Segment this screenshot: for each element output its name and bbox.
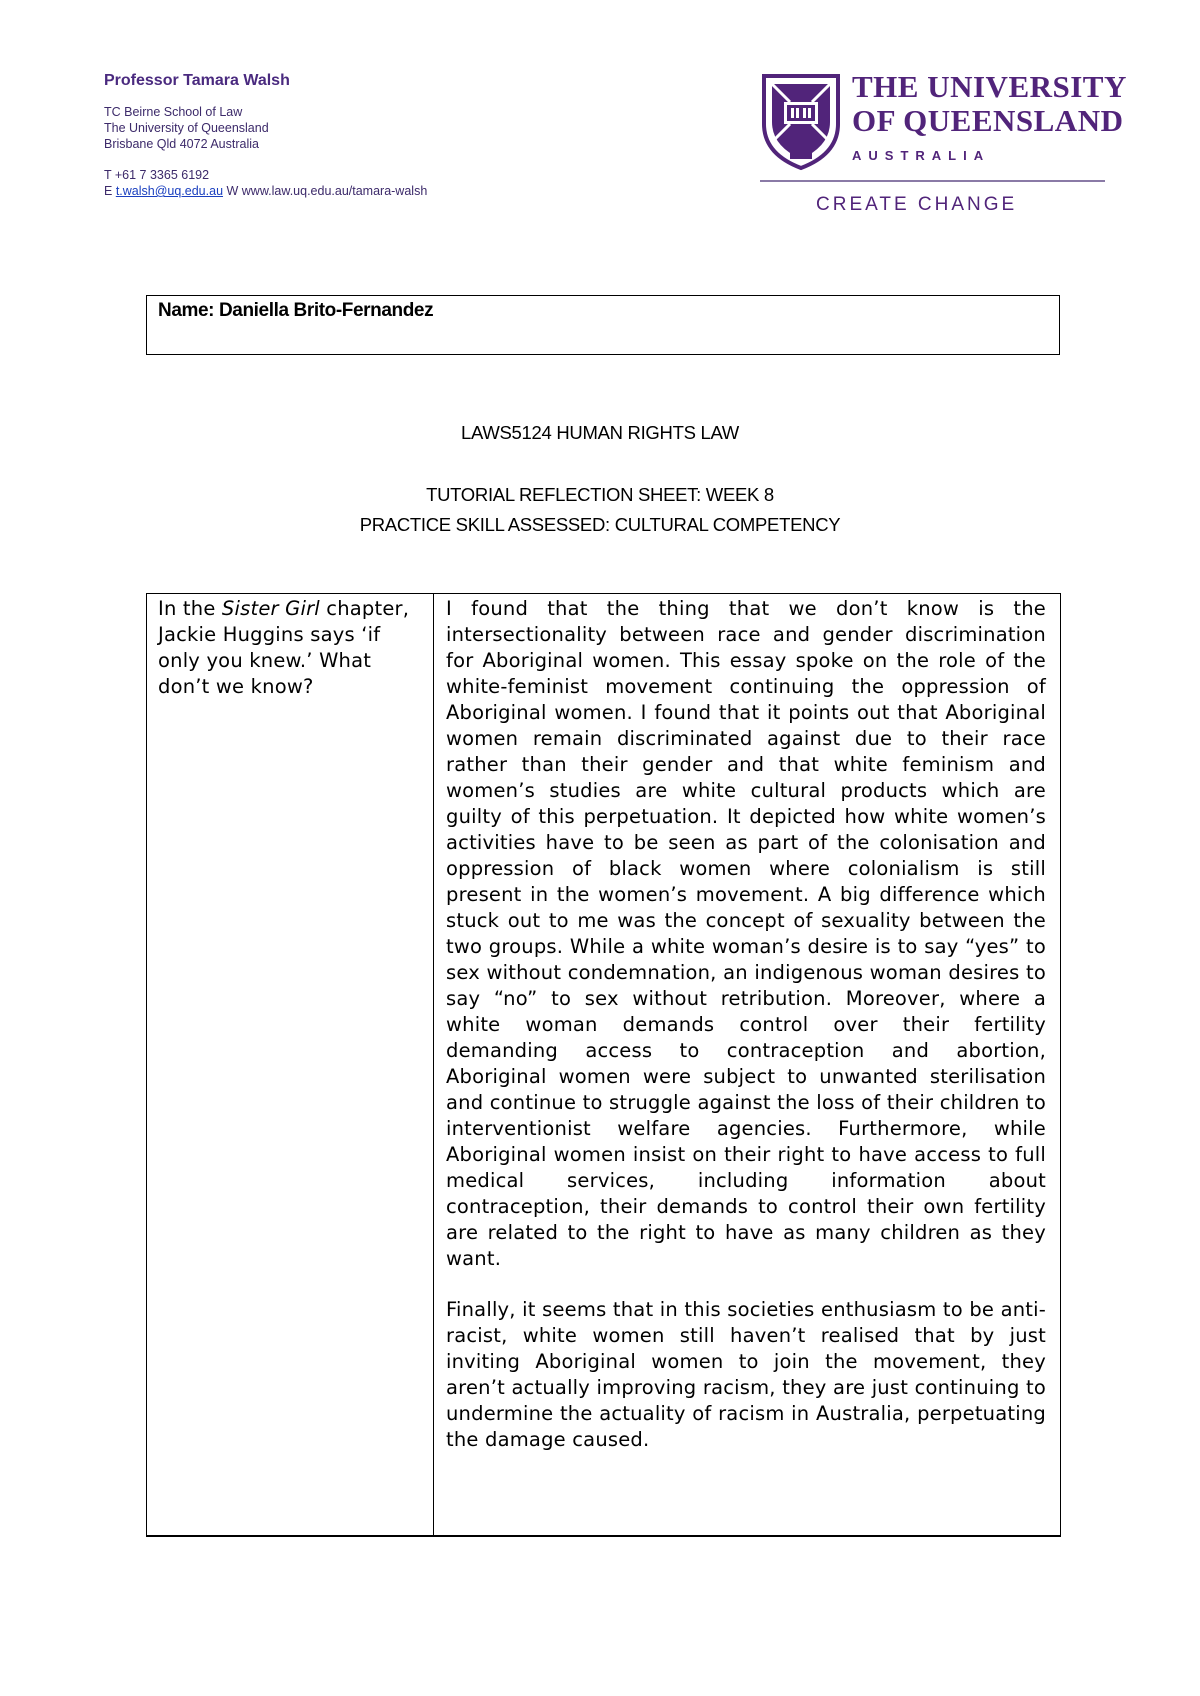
address-line-1: TC Beirne School of Law: [104, 105, 243, 119]
professor-name: Professor Tamara Walsh: [104, 72, 290, 89]
sheet-title: TUTORIAL REFLECTION SHEET: WEEK 8: [426, 484, 774, 505]
university-logo: [760, 69, 1127, 220]
book-title: Sister Girl: [221, 597, 320, 620]
address-line-3: Brisbane Qld 4072 Australia: [104, 137, 259, 151]
logo-line-1: THE UNIVERSITY: [852, 69, 1127, 104]
answer-paragraph-2: Finally, it seems that in this societies enthusiasm to be anti-racist, white women still haven’t realised that by just inviting Aboriginal women to join the movement, they aren’t actually improving racism, they are just continuing to undermine the actuality of racism in Australia, perpetuating the damage caused.: [446, 1298, 1046, 1451]
practice-skill: PRACTICE SKILL ASSESSED: CULTURAL COMPETENCY: [359, 514, 841, 535]
question-text: In the Sister Girl chapter, Jackie Huggins says ‘if only you knew.’ What don’t we know?: [158, 597, 410, 698]
crest-icon: [760, 72, 842, 172]
email-link[interactable]: t.walsh@uq.edu.au: [115, 184, 224, 198]
reflection-table: [146, 593, 1061, 1537]
answer-paragraph-1: I found that the thing that we don’t know is the intersectionality between race and gender discrimination for Aboriginal women. This essay spoke on the role of the white-feminist movement continuing the oppression of Aboriginal women. I found that it points out that Aboriginal women remain discriminated against due to their race rather than their gender and that white feminism and women’s studies are white cultural products which are guilty of this perpetuation. It depicted how white women’s activities have to be seen as part of the colonisation and oppression of black women where colonialism is still present in the women’s movement. A big difference which stuck out to me was the concept of sexuality between the two groups. While a white woman’s desire is to say “yes” to sex without condemnation, an indigenous woman desires to say “no” to sex without retribution. Moreover, where a white woman demands control over their fertility demanding access to contraception and abortion, Aboriginal women were subject to unwanted sterilisation and continue to struggle against the loss of their children to interventionist welfare agencies. Furthermore, while Aboriginal women insist on their right to have access to full medical services, including information about contraception, their demands to control their own fertility are related to the right to have as many children as they want.: [446, 597, 1046, 1270]
question-cell: [147, 594, 434, 1537]
address-line-2: The University of Queensland: [104, 121, 269, 135]
sheet-heading: [0, 480, 1200, 540]
email-label: E: [104, 184, 116, 198]
contact-line: [104, 183, 524, 199]
student-name: Name: Daniella Brito-Fernandez: [158, 300, 434, 321]
logo-country: AUSTRALIA: [852, 148, 991, 163]
student-name-box: [146, 295, 1060, 355]
logo-tagline: CREATE CHANGE: [816, 194, 1018, 215]
answer-cell: [434, 594, 1061, 1537]
logo-divider: [760, 180, 1105, 182]
letterhead: [104, 72, 524, 199]
course-title: LAWS5124 HUMAN RIGHTS LAW: [461, 422, 739, 443]
website-text: W www.law.uq.edu.au/tamara-walsh: [223, 184, 428, 198]
logo-line-2: OF QUEENSLAND: [852, 103, 1124, 138]
phone-number: T +61 7 3365 6192: [104, 168, 210, 182]
